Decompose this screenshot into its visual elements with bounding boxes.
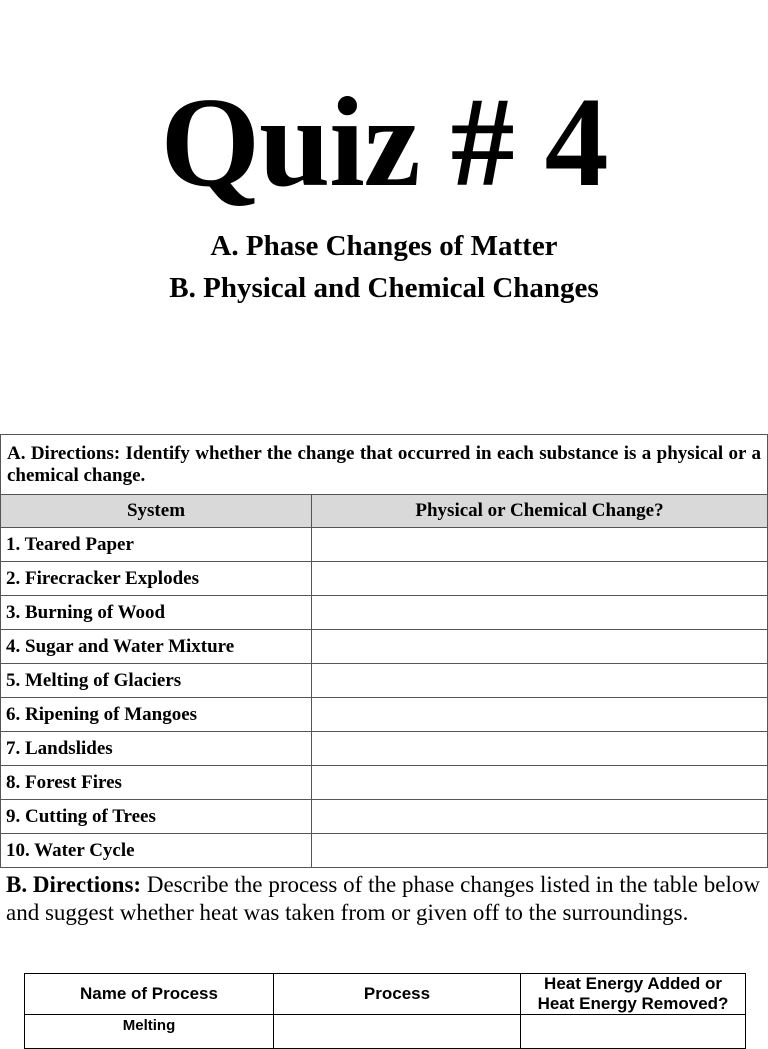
system-cell: 9. Cutting of Trees (1, 800, 312, 834)
answer-cell[interactable] (312, 664, 768, 698)
system-cell: 6. Ripening of Mangoes (1, 698, 312, 732)
answer-cell[interactable] (312, 596, 768, 630)
table-row (25, 1015, 746, 1049)
answer-cell[interactable] (312, 732, 768, 766)
table-row (1, 664, 768, 698)
table-row (1, 562, 768, 596)
table-row (1, 732, 768, 766)
answer-cell[interactable] (312, 834, 768, 868)
subtitle-physical-chemical: B. Physical and Chemical Changes (169, 272, 599, 304)
column-header-system: System (1, 495, 312, 528)
part-b-directions (6, 871, 760, 927)
table-row (1, 596, 768, 630)
answer-cell[interactable] (312, 562, 768, 596)
answer-cell[interactable] (312, 528, 768, 562)
heat-energy-cell[interactable] (521, 1015, 746, 1049)
system-cell: 4. Sugar and Water Mixture (1, 630, 312, 664)
column-header-name-of-process: Name of Process (25, 974, 274, 1015)
system-cell: 5. Melting of Glaciers (1, 664, 312, 698)
system-cell: 3. Burning of Wood (1, 596, 312, 630)
column-header-change: Physical or Chemical Change? (312, 495, 768, 528)
process-name-cell: Melting (25, 1015, 274, 1049)
column-header-heat-energy: Heat Energy Added or Heat Energy Removed? (521, 974, 746, 1015)
table-row (1, 698, 768, 732)
column-header-process: Process (274, 974, 521, 1015)
table-row (1, 630, 768, 664)
table-row (1, 528, 768, 562)
part-a-table (0, 434, 768, 868)
system-cell: 8. Forest Fires (1, 766, 312, 800)
table-row (1, 834, 768, 868)
system-cell: 10. Water Cycle (1, 834, 312, 868)
part-b-table (24, 973, 746, 1049)
process-description-cell[interactable] (274, 1015, 521, 1049)
answer-cell[interactable] (312, 766, 768, 800)
part-a-directions: A. Directions: Identify whether the change that occurred in each substance is a physical or a chemical change. (1, 435, 768, 495)
system-cell: 7. Landslides (1, 732, 312, 766)
subtitle-phase-changes: A. Phase Changes of Matter (210, 230, 558, 262)
answer-cell[interactable] (312, 698, 768, 732)
part-b-directions-label: B. Directions: (6, 872, 142, 897)
part-b-directions-text: Describe the process of the phase changes listed in the table below and suggest whether heat was taken from or given off to the surroundings. (6, 872, 760, 925)
system-cell: 2. Firecracker Explodes (1, 562, 312, 596)
answer-cell[interactable] (312, 800, 768, 834)
quiz-title: Quiz # 4 (160, 71, 608, 213)
system-cell: 1. Teared Paper (1, 528, 312, 562)
answer-cell[interactable] (312, 630, 768, 664)
table-row (1, 766, 768, 800)
table-row (1, 800, 768, 834)
